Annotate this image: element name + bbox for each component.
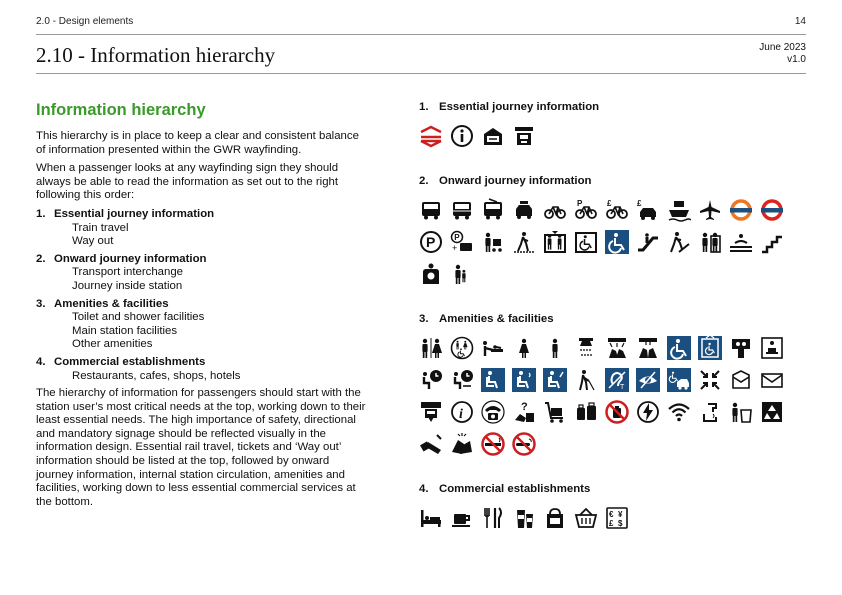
- list-sub: Transport interchange: [72, 266, 184, 279]
- list-title: Amenities & facilities: [54, 297, 169, 310]
- section-heading: 2. Onward journey information: [419, 175, 592, 187]
- page-title: 2.10 - Information hierarchy: [36, 43, 276, 67]
- no-smoking-icon: [481, 432, 505, 456]
- luggage-trolley-icon: [543, 400, 567, 424]
- svg-text:P: P: [426, 234, 436, 250]
- waiting-assistance-icon: [698, 230, 722, 254]
- underground-icon: [729, 198, 753, 222]
- svg-text:£: £: [607, 199, 612, 208]
- escalator-icon: [636, 230, 660, 254]
- priority-seat-icon: [481, 368, 505, 392]
- list-item: [36, 208, 366, 249]
- section-label: 2.0 - Design elements: [36, 16, 134, 27]
- accessible-path-icon: [512, 230, 536, 254]
- left-luggage-icon: [574, 400, 598, 424]
- cycle-hire-icon: [605, 198, 629, 222]
- wheelchair-icon: [667, 336, 691, 360]
- tram-icon: [481, 198, 505, 222]
- list-sub: Toilet and shower facilities: [72, 311, 205, 324]
- lift-icon: [543, 230, 567, 254]
- intro-paragraph-2: When a passenger looks at any wayfinding sign they should always be able to read the information as set out to the right following this order:: [36, 162, 339, 202]
- toilets-icon: [419, 336, 443, 360]
- list-title: Essential journey information: [54, 207, 215, 220]
- intro-paragraph-3: The hierarchy of information for passengers should start with the station user’s most critical needs at the top, working down to their least essential needs. The high importance of safety, directional and mandatory signage should be reflected visually in the information design. Essential rail travel, tickets and ‘Way out’ information should be listed at the top, followed by onward journey information, internal station circulation, amenities and facilities, working down to less essential commercial services at the bottom.: [36, 387, 366, 508]
- takeaway-icon: [512, 506, 536, 530]
- baby-change-icon: [481, 336, 505, 360]
- svg-text:£: £: [609, 519, 614, 528]
- section-essential: [419, 100, 809, 156]
- restaurant-icon: [481, 506, 505, 530]
- header-rule-bottom: [36, 73, 806, 74]
- accessible-lift-icon: [698, 336, 722, 360]
- section-commercial: [419, 482, 809, 538]
- svg-text:¥: ¥: [618, 510, 623, 519]
- ramp-icon: [667, 230, 691, 254]
- page-number: 14: [794, 16, 806, 27]
- recycling-icon: [760, 400, 784, 424]
- section-amenities: [419, 312, 809, 464]
- airport-icon: [698, 198, 722, 222]
- list-number: 4.: [36, 355, 46, 368]
- pictogram-column: [419, 100, 809, 538]
- no-luggage-icon: [605, 400, 629, 424]
- overground-icon: [760, 198, 784, 222]
- currency-exchange-icon: [605, 506, 629, 530]
- svg-text:?: ?: [521, 401, 528, 413]
- defibrillator-icon: [419, 432, 443, 456]
- parking-icon: [419, 230, 443, 254]
- pushchair-icon: [481, 230, 505, 254]
- ferry-icon: [667, 198, 691, 222]
- telephone-icon: [481, 400, 505, 424]
- lift-alt-icon: [574, 230, 598, 254]
- family-icon: [450, 262, 474, 286]
- list-sub: Train travel: [72, 221, 129, 234]
- bus-icon: [419, 198, 443, 222]
- list-sub: Journey inside station: [72, 279, 183, 292]
- hearing-loop-icon: [605, 368, 629, 392]
- shop-icon: [543, 506, 567, 530]
- hand-sanitiser-icon: [450, 432, 474, 456]
- water-fountain-icon: [698, 400, 722, 424]
- list-number: 2.: [36, 252, 46, 265]
- accessible-toilet-icon: [450, 336, 474, 360]
- icon-grid: [419, 124, 799, 156]
- level-crossing-icon: [729, 230, 753, 254]
- electric-charge-icon: [636, 400, 660, 424]
- list-item: [36, 298, 366, 352]
- womens-toilet-icon: [512, 336, 536, 360]
- intro-column: [36, 100, 366, 514]
- svg-text:€: €: [609, 510, 614, 519]
- stairs-icon: [760, 230, 784, 254]
- intro-paragraph-1: This hierarchy is in place to keep a clear and consistent balance of information presented within the GWR wayfinding.: [36, 130, 359, 156]
- version: v1.0: [787, 54, 806, 65]
- svg-text:P: P: [454, 233, 460, 242]
- waiting-room-icon: [760, 336, 784, 360]
- list-item: [36, 356, 366, 383]
- atm-icon: [419, 400, 443, 424]
- waiting-area-icon: [450, 368, 474, 392]
- info-point-icon: [450, 400, 474, 424]
- emergency-exit-icon: [698, 368, 722, 392]
- section-onward: [419, 174, 809, 294]
- svg-text:$: $: [618, 519, 623, 528]
- section-heading: 4. Commercial establishments: [419, 483, 591, 495]
- coach-icon: [450, 198, 474, 222]
- taxi-icon: [512, 198, 536, 222]
- icon-grid: [419, 506, 799, 538]
- lost-property-icon: [512, 400, 536, 424]
- quiet-seat-icon: [543, 368, 567, 392]
- list-sub: Restaurants, cafes, shops, hotels: [72, 369, 241, 382]
- ticket-office-icon: [481, 124, 505, 148]
- date-block: [759, 42, 806, 66]
- mens-toilet-icon: [543, 336, 567, 360]
- svg-text:£: £: [637, 199, 642, 208]
- car-hire-icon: [636, 198, 660, 222]
- list-sub: Way out: [72, 235, 114, 248]
- park-and-ride-icon: [450, 230, 474, 254]
- icon-grid: [419, 336, 799, 464]
- hand-dryer-icon: [605, 336, 629, 360]
- assistance-icon: [667, 368, 691, 392]
- svg-text:+: +: [452, 243, 458, 253]
- svg-text:T: T: [620, 384, 625, 391]
- assisted-boarding-icon: [605, 230, 629, 254]
- basket-icon: [574, 506, 598, 530]
- information-icon: [450, 124, 474, 148]
- blind-aid-icon: [574, 368, 598, 392]
- hierarchy-list: [36, 208, 366, 383]
- list-title: Commercial establishments: [54, 355, 206, 368]
- section-heading: 1. Essential journey information: [419, 101, 600, 113]
- intro-heading: Information hierarchy: [36, 101, 206, 119]
- svg-text:P: P: [577, 199, 583, 208]
- header-rule-top: [36, 34, 806, 35]
- date: June 2023: [759, 42, 806, 53]
- staff-help-icon: [419, 262, 443, 286]
- hotel-icon: [419, 506, 443, 530]
- no-vaping-icon: [512, 432, 536, 456]
- seating-icon: [512, 368, 536, 392]
- list-sub: Other amenities: [72, 338, 153, 351]
- cafe-icon: [450, 506, 474, 530]
- list-title: Onward journey information: [54, 252, 207, 265]
- mail-icon: [760, 368, 784, 392]
- section-heading: 3. Amenities & facilities: [419, 313, 554, 325]
- wifi-icon: [667, 400, 691, 424]
- list-sub: Main station facilities: [72, 324, 178, 337]
- baggage-lift-icon: [636, 368, 660, 392]
- bin-icon: [729, 400, 753, 424]
- cycle-parking-icon: [574, 198, 598, 222]
- list-number: 1.: [36, 207, 46, 220]
- shower-icon: [574, 336, 598, 360]
- help-point-icon: [729, 336, 753, 360]
- hand-wash-icon: [636, 336, 660, 360]
- icon-grid: [419, 198, 799, 294]
- cycle-icon: [543, 198, 567, 222]
- clock-icon: [419, 368, 443, 392]
- svg-text:i: i: [459, 407, 463, 422]
- list-item: [36, 253, 366, 294]
- national-rail-icon: [419, 124, 443, 148]
- list-number: 3.: [36, 297, 46, 310]
- post-box-icon: [729, 368, 753, 392]
- ticket-machine-icon: [512, 124, 536, 148]
